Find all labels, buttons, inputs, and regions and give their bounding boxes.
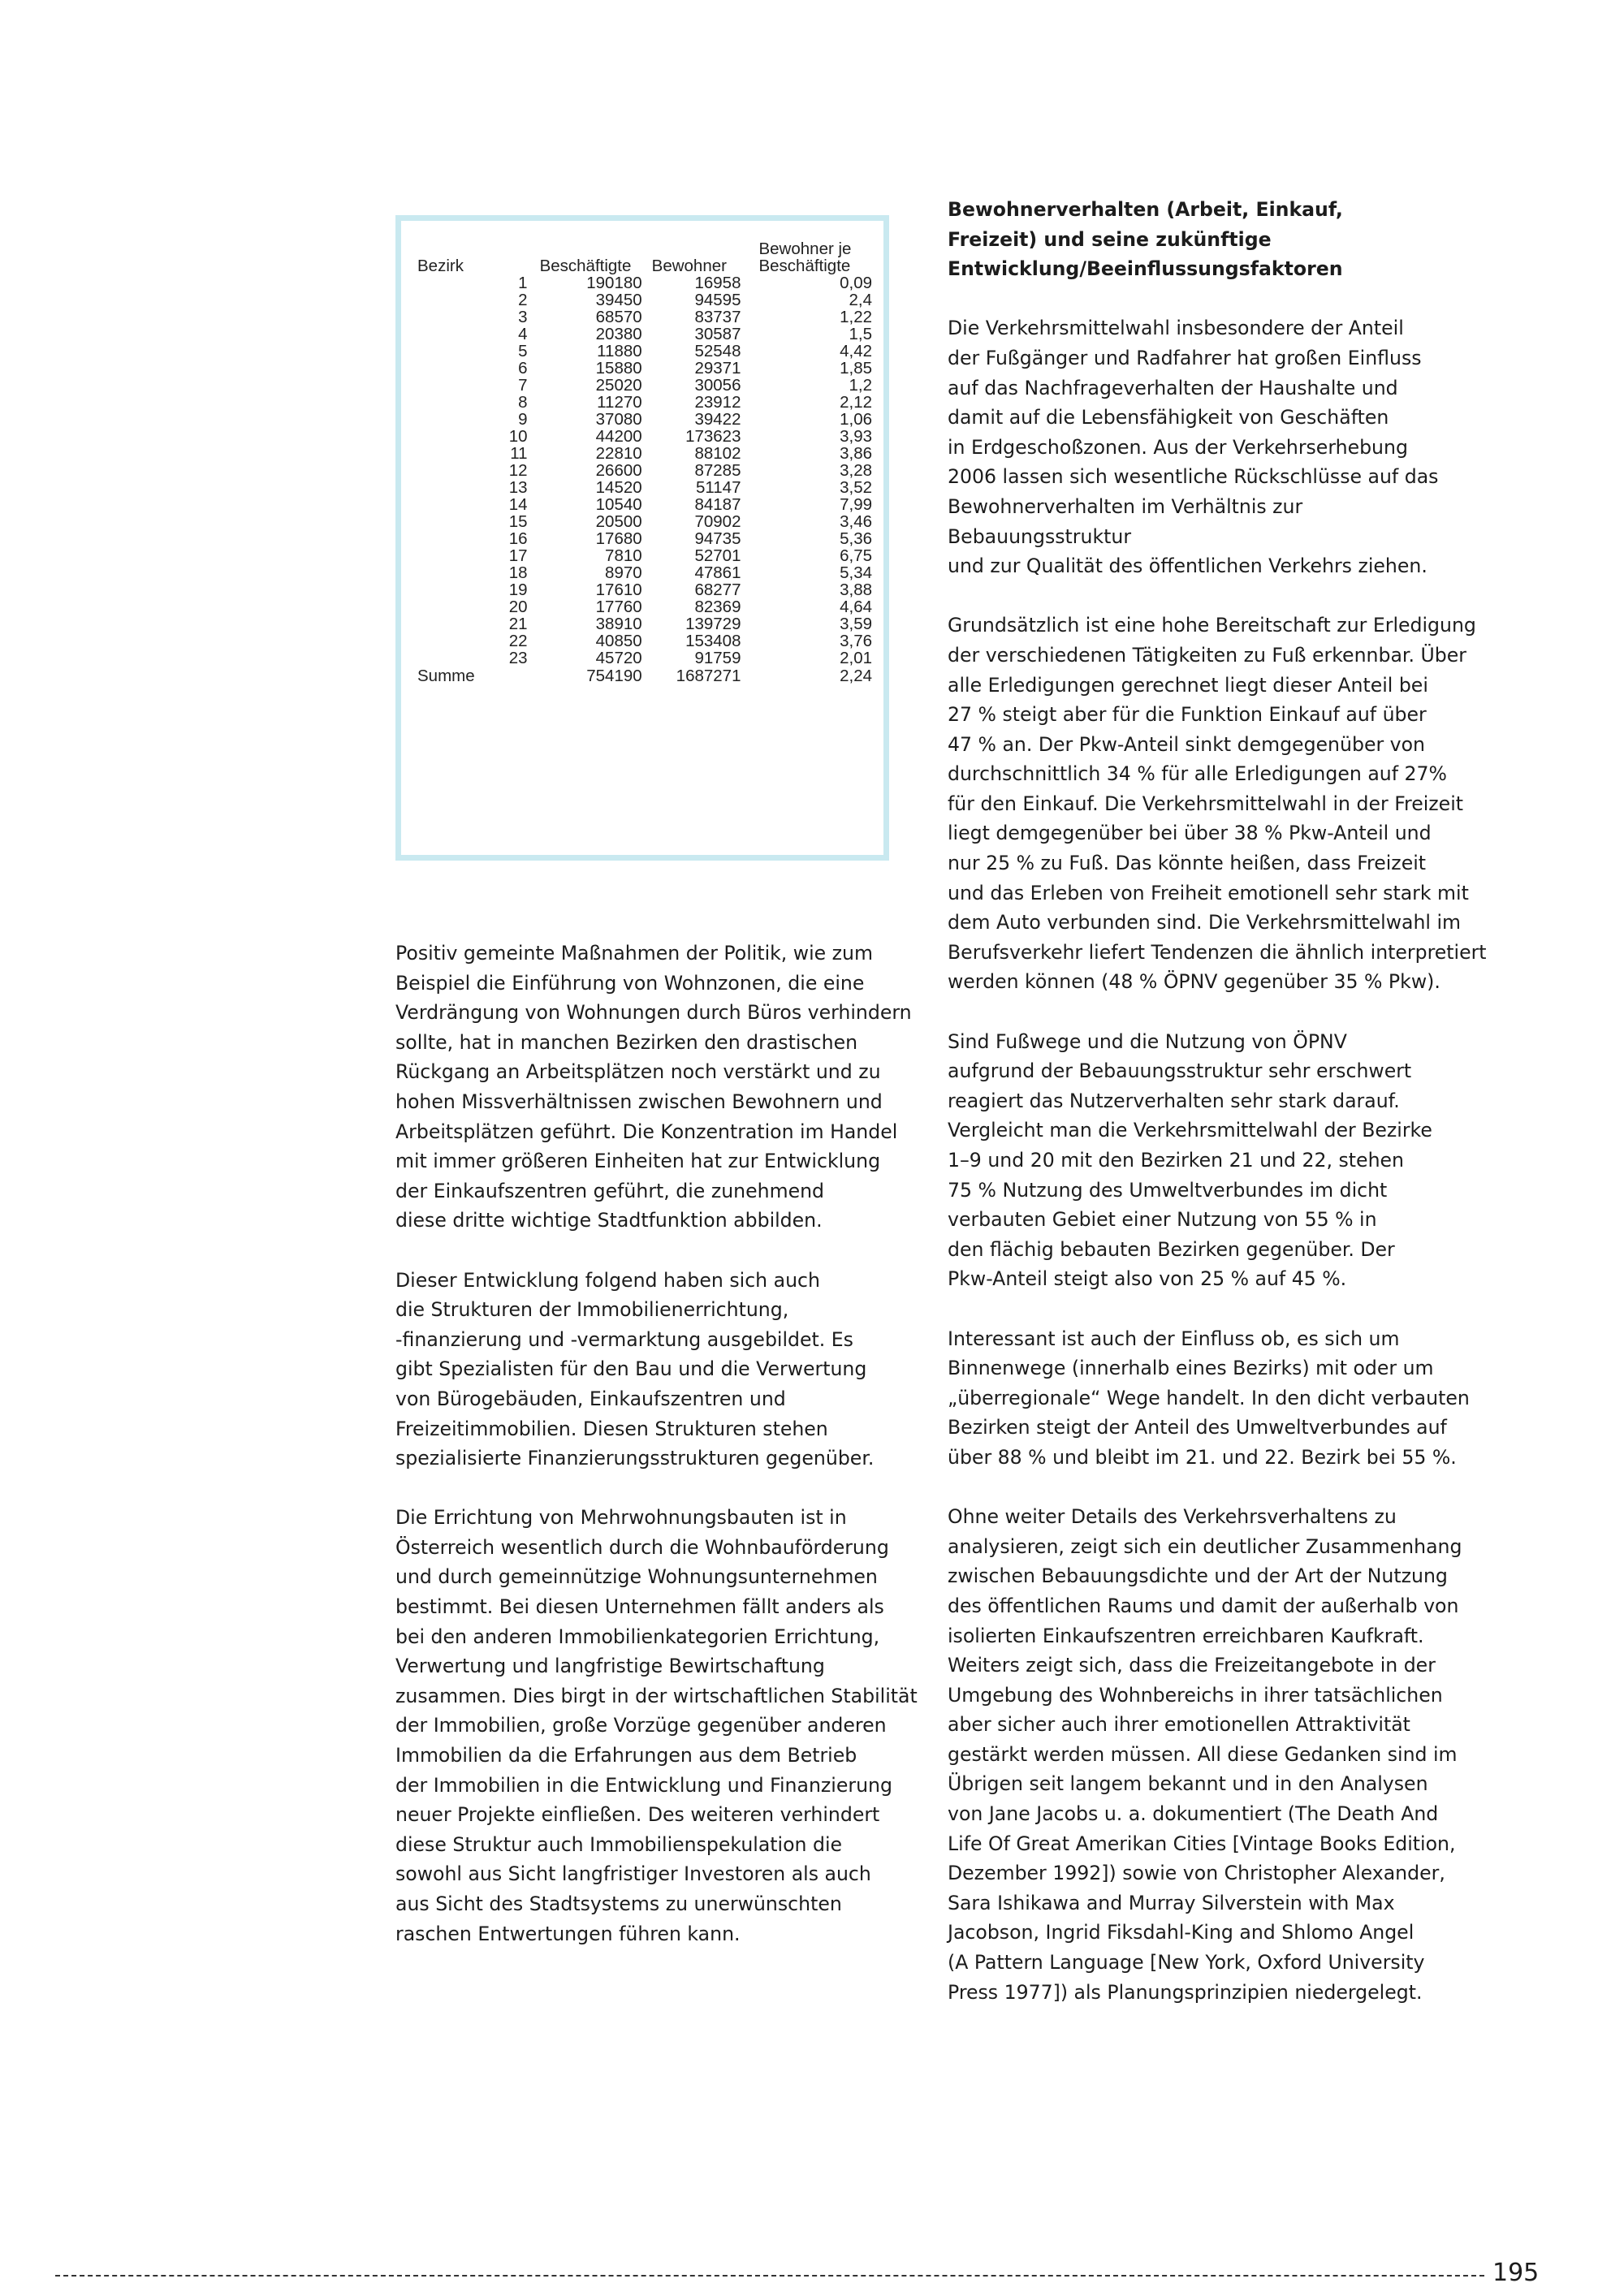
cell-bezirk [417, 547, 493, 564]
cell-beschaeftigte: 22810 [595, 444, 642, 463]
table-row [417, 377, 872, 394]
paragraph: Dieser Entwicklung folgend haben sich auch die Strukturen der Immobilienerrichtung, -finanzierung und -vermarktung ausgebildet. Es gibt Spezialisten für den Bau und die Verwertung von Bürogebäuden, Einkaufszentren und Freizeitimmobilien. Diesen Strukturen stehen spezialisierte Finanzierungsstrukturen gegenüber. [395, 1268, 875, 1470]
cell-ratio: 3,28 [840, 461, 872, 480]
cell-ratio: 2,12 [840, 393, 872, 412]
cell-bewohner: 87285 [694, 461, 741, 480]
cell-ratio: 3,52 [840, 478, 872, 497]
cell-beschaeftigte: 40850 [595, 632, 642, 650]
cell-bezirk [417, 394, 493, 411]
right-text-column [948, 195, 1492, 2037]
table-row [417, 445, 872, 462]
cell-ratio: 3,46 [840, 512, 872, 531]
sum-beschaeftigte: 754190 [586, 666, 642, 685]
cell-nr: 6 [518, 359, 528, 378]
cell-beschaeftigte: 17760 [595, 598, 642, 616]
cell-bewohner: 23912 [694, 393, 741, 412]
header-bezirk: Bezirk [417, 257, 464, 275]
cell-bewohner: 39422 [694, 410, 741, 429]
cell-nr: 1 [518, 274, 528, 292]
cell-bewohner: 94595 [694, 291, 741, 309]
cell-beschaeftigte: 17680 [595, 529, 642, 548]
cell-beschaeftigte: 11270 [597, 393, 642, 412]
table-sum-row [417, 667, 872, 684]
table-header-row [417, 239, 872, 274]
cell-beschaeftigte: 68570 [595, 308, 642, 326]
cell-beschaeftigte: 25020 [595, 376, 642, 395]
sum-label: Summe [417, 666, 475, 685]
cell-nr: 22 [508, 632, 528, 650]
cell-bezirk [417, 581, 493, 598]
statistics-table-box [395, 215, 889, 861]
cell-beschaeftigte: 38910 [595, 615, 642, 633]
cell-bezirk [417, 360, 493, 377]
cell-ratio: 2,4 [849, 291, 872, 309]
cell-ratio: 1,85 [840, 359, 872, 378]
cell-bezirk [417, 564, 493, 581]
cell-bezirk [417, 615, 493, 632]
table-row [417, 360, 872, 377]
cell-beschaeftigte: 20500 [595, 512, 642, 531]
header-ratio-line1: Bewohner je [758, 240, 852, 258]
cell-beschaeftigte: 14520 [595, 478, 642, 497]
cell-ratio: 5,36 [840, 529, 872, 548]
cell-ratio: 6,75 [840, 546, 872, 565]
cell-ratio: 1,22 [840, 308, 872, 326]
page-number: 195 [1492, 2259, 1540, 2287]
table-row [417, 394, 872, 411]
paragraph: Grundsätzlich ist eine hohe Bereitschaft zur Erledigung der verschiedenen Tätigkeiten zu Fuß erkennbar. Über alle Erledigungen gerechnet liegt dieser Anteil bei 27 % steigt aber für die Funktion Einkauf auf über 47 % an. Der Pkw-Anteil sinkt demgegenüber von durchschnittlich 34 % für alle Erledigungen auf 27% für den Einkauf. Die Verkehrsmittelwahl in der Freizeit liegt demgegenüber bei über 38 % Pkw-Anteil und nur 25 % zu Fuß. Das könnte heißen, dass Freizeit und das Erleben von Freiheit emotionell sehr stark mit dem Auto verbunden sind. Die Verkehrsmittelwahl im Berufsverkehr liefert Tendenzen die ähnlich interpretiert werden können (48 % ÖPNV gegenüber 35 % Pkw). [948, 614, 1487, 994]
cell-beschaeftigte: 20380 [595, 325, 642, 343]
cell-beschaeftigte: 37080 [595, 410, 642, 429]
cell-nr: 15 [508, 512, 528, 531]
table-row [417, 547, 872, 564]
cell-beschaeftigte: 10540 [595, 495, 642, 514]
cell-bezirk [417, 291, 493, 309]
cell-bewohner: 153408 [685, 632, 741, 650]
table-row [417, 462, 872, 479]
cell-beschaeftigte: 15880 [595, 359, 642, 378]
table-row [417, 428, 872, 445]
paragraph: Ohne weiter Details des Verkehrsverhaltens zu analysieren, zeigt sich ein deutlicher Zusammenhang zwischen Bebauungsdichte und der Art der Nutzung des öffentlichen Raums und damit der außerhalb von isolierten Einkaufszentren erreichbaren Kaufkraft. Weiters zeigt sich, dass die Freizeitangebote in der Umgebung des Wohnbereichs in ihrer tatsächlichen aber sicher auch ihrer emotionellen Attraktivität gestärkt werden müssen. All diese Gedanken sind im Übrigen seit langem bekannt und in den Analysen von Jane Jacobs u. a. dokumentiert (The Death And Life Of Great Amerikan Cities [Vintage Books Edition, Dezember 1992]) sowie von Christopher Alexander, Sara Ishikawa and Murray Silverstein with Max Jacobson, Ingrid Fiksdahl-King and Shlomo Angel (A Pattern Language [New York, Oxford University Press 1977]) als Planungsprinzipien niedergelegt. [948, 1505, 1462, 2004]
cell-bezirk [417, 513, 493, 530]
table-row [417, 564, 872, 581]
header-beschaeftigte: Beschäftigte [539, 257, 632, 275]
paragraph: Positiv gemeinte Maßnahmen der Politik, wie zum Beispiel die Einführung von Wohnzonen, die eine Verdrängung von Wohnungen durch Büros verhindern sollte, hat in manchen Bezirken den drastischen Rückgang an Arbeitsplätzen noch verstärkt und zu hohen Missverhältnissen zwischen Bewohnern und Arbeitsplätzen geführt. Die Konzentration im Handel mit immer größeren Einheiten hat zur Entwicklung der Einkaufszentren geführt, die zunehmend diese dritte wichtige Stadtfunktion abbilden. [395, 942, 912, 1232]
cell-beschaeftigte: 39450 [595, 291, 642, 309]
table-body [417, 274, 872, 667]
cell-nr: 18 [508, 563, 528, 582]
cell-bewohner: 52701 [694, 546, 741, 565]
header-bewohner: Bewohner [651, 257, 727, 275]
paragraph: Die Verkehrsmittelwahl insbesondere der Anteil der Fußgänger und Radfahrer hat großen Einfluss auf das Nachfrageverhalten der Haushalte und damit auf die Lebensfähigkeit von Geschäften in Erdgeschoßzonen. Aus der Verkehrserhebung 2006 lassen sich wesentliche Rückschlüsse auf das Bewohnerverhalten im Verhältnis zur Bebauungsstruktur und zur Qualität des öffentlichen Verkehrs ziehen. [948, 317, 1439, 578]
cell-nr: 12 [508, 461, 528, 480]
cell-bewohner: 30587 [694, 325, 741, 343]
table-row [417, 632, 872, 650]
cell-bezirk [417, 445, 493, 462]
cell-nr: 4 [518, 325, 528, 343]
cell-beschaeftigte: 7810 [605, 546, 642, 565]
cell-ratio: 7,99 [840, 495, 872, 514]
table-row [417, 598, 872, 615]
section-heading: Bewohnerverhalten (Arbeit, Einkauf, Freizeit) und seine zukünftige Entwicklung/Beeinflussungsfaktoren [948, 198, 1343, 281]
cell-bezirk [417, 377, 493, 394]
table-row [417, 496, 872, 513]
sum-nr [493, 667, 527, 684]
table-row [417, 513, 872, 530]
table-row [417, 326, 872, 343]
cell-bezirk [417, 411, 493, 428]
cell-beschaeftigte: 26600 [595, 461, 642, 480]
cell-beschaeftigte: 11880 [597, 342, 642, 360]
cell-bezirk [417, 274, 493, 291]
cell-bewohner: 173623 [685, 427, 741, 446]
table-row [417, 291, 872, 309]
cell-bezirk [417, 428, 493, 445]
cell-bezirk [417, 309, 493, 326]
table-row [417, 479, 872, 496]
cell-beschaeftigte: 190180 [586, 274, 642, 292]
cell-nr: 21 [508, 615, 528, 633]
cell-bewohner: 16958 [694, 274, 741, 292]
cell-nr: 23 [508, 649, 528, 667]
cell-bewohner: 88102 [694, 444, 741, 463]
cell-beschaeftigte: 8970 [605, 563, 642, 582]
cell-bezirk [417, 530, 493, 547]
cell-nr: 7 [518, 376, 528, 395]
left-text-column [395, 939, 923, 1979]
cell-ratio: 3,88 [840, 580, 872, 599]
cell-bewohner: 52548 [694, 342, 741, 360]
footer-dashed-rule [55, 2275, 1484, 2277]
cell-nr: 8 [518, 393, 528, 412]
cell-nr: 2 [518, 291, 528, 309]
cell-nr: 5 [518, 342, 528, 360]
table-row [417, 581, 872, 598]
cell-bewohner: 51147 [696, 478, 741, 497]
cell-ratio: 1,5 [849, 325, 872, 343]
sum-bewohner: 1687271 [676, 666, 741, 685]
paragraph: Die Errichtung von Mehrwohnungsbauten ist in Österreich wesentlich durch die Wohnbauförderung und durch gemeinnützige Wohnungsunternehmen bestimmt. Bei diesen Unternehmen fällt anders als bei den anderen Immobilienkategorien Errichtung, Verwertung und langfristige Bewirtschaftung zusammen. Dies birgt in der wirtschaftlichen Stabilität der Immobilien, große Vorzüge gegenüber anderen Immobilien da die Erfahrungen aus dem Betrieb der Immobilien in die Entwicklung und Finanzierung neuer Projekte einfließen. Des weiteren verhindert diese Struktur auch Immobilienspekulation die sowohl aus Sicht langfristiger Investoren als auch aus Sicht des Stadtsystems zu unerwünschten raschen Entwertungen führen kann. [395, 1506, 918, 1945]
cell-nr: 10 [508, 427, 528, 446]
cell-ratio: 4,64 [840, 598, 872, 616]
cell-bewohner: 29371 [694, 359, 741, 378]
cell-ratio: 3,86 [840, 444, 872, 463]
cell-beschaeftigte: 17610 [595, 580, 642, 599]
cell-bewohner: 47861 [694, 563, 741, 582]
cell-ratio: 1,06 [840, 410, 872, 429]
cell-nr: 9 [518, 410, 528, 429]
cell-bezirk [417, 479, 493, 496]
paragraph: Interessant ist auch der Einfluss ob, es sich um Binnenwege (innerhalb eines Bezirks) mit oder um „überregionale“ Wege handelt. In den dicht verbauten Bezirken steigt der Anteil des Umweltverbundes auf über 88 % und bleibt im 21. und 22. Bezirk bei 55 %. [948, 1327, 1470, 1469]
cell-ratio: 0,09 [840, 274, 872, 292]
cell-bewohner: 139729 [685, 615, 741, 633]
cell-bewohner: 91759 [694, 649, 741, 667]
cell-nr: 17 [508, 546, 528, 565]
table-row [417, 411, 872, 428]
cell-bewohner: 83737 [694, 308, 741, 326]
table-row [417, 650, 872, 667]
cell-bewohner: 94735 [694, 529, 741, 548]
cell-bezirk [417, 598, 493, 615]
cell-ratio: 4,42 [840, 342, 872, 360]
table-row [417, 274, 872, 291]
cell-nr: 16 [508, 529, 528, 548]
cell-bezirk [417, 632, 493, 650]
header-ratio [741, 239, 872, 274]
cell-bewohner: 70902 [694, 512, 741, 531]
cell-bezirk [417, 343, 493, 360]
cell-nr: 3 [518, 308, 528, 326]
cell-bewohner: 68277 [694, 580, 741, 599]
cell-bewohner: 84187 [694, 495, 741, 514]
cell-ratio: 3,93 [840, 427, 872, 446]
table-row [417, 309, 872, 326]
cell-nr: 20 [508, 598, 528, 616]
cell-ratio: 2,01 [840, 649, 872, 667]
cell-nr: 13 [508, 478, 528, 497]
cell-ratio: 1,2 [849, 376, 872, 395]
cell-nr: 19 [508, 580, 528, 599]
sum-ratio: 2,24 [840, 666, 872, 685]
cell-ratio: 5,34 [840, 563, 872, 582]
cell-bezirk [417, 496, 493, 513]
header-nr [493, 239, 527, 274]
table-row [417, 615, 872, 632]
cell-bezirk [417, 650, 493, 667]
paragraph: Sind Fußwege und die Nutzung von ÖPNV aufgrund der Bebauungsstruktur sehr erschwert reagiert das Nutzerverhalten sehr stark darauf. Vergleicht man die Verkehrsmittelwahl der Bezirke 1–9 und 20 mit den Bezirken 21 und 22, stehen 75 % Nutzung des Umweltverbundes im dicht verbauten Gebiet einer Nutzung von 55 % in den flächig bebauten Bezirken gegenüber. Der Pkw-Anteil steigt also von 25 % auf 45 %. [948, 1029, 1432, 1291]
cell-bewohner: 82369 [694, 598, 741, 616]
table-row [417, 343, 872, 360]
cell-beschaeftigte: 45720 [595, 649, 642, 667]
bezirk-statistics-table [417, 239, 872, 684]
cell-ratio: 3,76 [840, 632, 872, 650]
cell-beschaeftigte: 44200 [595, 427, 642, 446]
cell-bewohner: 30056 [694, 376, 741, 395]
table-row [417, 530, 872, 547]
cell-ratio: 3,59 [840, 615, 872, 633]
cell-nr: 14 [508, 495, 528, 514]
cell-bezirk [417, 326, 493, 343]
cell-bezirk [417, 462, 493, 479]
header-ratio-line2: Beschäftigte [758, 257, 851, 275]
cell-nr: 11 [510, 444, 528, 463]
